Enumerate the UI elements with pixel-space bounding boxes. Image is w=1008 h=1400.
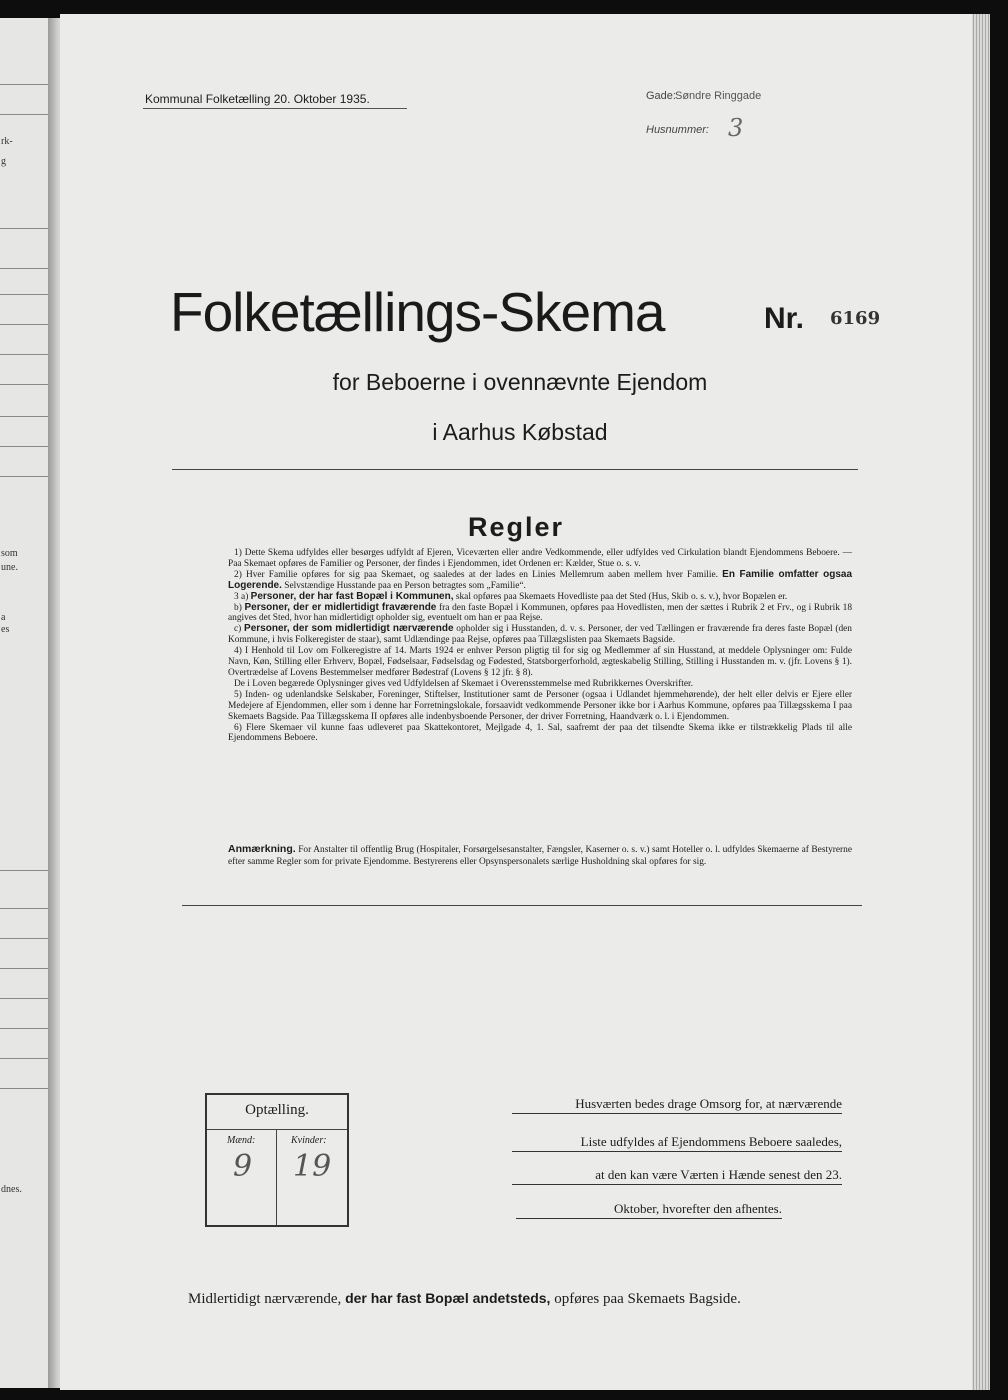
count-box-divider	[276, 1129, 277, 1225]
left-rule	[0, 354, 50, 355]
rule-3b-text: fra den faste Bopæl i Kommunen, opføres paa Hovedlisten, men der sættes i Rubrik 2 et Frv., og i Rubrik 18 angives det Sted, hvor han midlertidigt opholder sig, eventuelt om han er paa Rejse.	[228, 602, 853, 624]
rule-6: 6) Flere Skemaer vil kunne faas udleveret paa Skattekontoret, Mejlgade 4, 1. Sal, saafremt der paa det tilsendte Skema ikke er tilstrækkelig Plads til alle Ejendommens Beboere.	[228, 722, 852, 744]
form-nr-value: 6169	[830, 308, 881, 329]
rule-1: 1) Dette Skema udfyldes eller besørges udfyldt af Ejeren, Viceværten eller andre Vedkommende, eller udfyldes ved Cirkulation blandt Ejendommens Beboere. — Paa Skemaet opføres de Familier og Personer, der findes i Ejendommen, idet Ordenen er: Kælder, Stue o. s. v.	[228, 548, 852, 569]
women-count: 19	[293, 1149, 332, 1184]
left-rule	[0, 446, 50, 447]
rule-3a-text: skal opføres paa Skemaets Hovedliste paa det Sted (Hus, Skib o. s. v.), hvor Bopælen er.	[455, 591, 788, 602]
left-rule	[0, 1088, 50, 1089]
left-rule	[0, 324, 50, 325]
rule-2-text-2: Selvstændige Husstande paa en Person betragtes som „Familie“.	[284, 580, 526, 591]
men-count: 9	[233, 1149, 253, 1184]
left-rule	[0, 268, 50, 269]
street-value: Søndre Ringgade	[675, 90, 762, 102]
form-title: Folketællings-Skema	[170, 281, 665, 343]
remark	[228, 844, 852, 868]
men-label: Mænd:	[227, 1135, 256, 1146]
rule-3c-bold: Personer, der som midlertidigt nærværende	[244, 623, 454, 635]
left-rule	[0, 416, 50, 417]
count-box-title: Optælling.	[207, 1095, 347, 1130]
rule-3c-num: c)	[234, 624, 242, 635]
left-text-fragment: som	[1, 548, 18, 559]
left-rule	[0, 476, 50, 477]
street-label: Gade:	[646, 90, 676, 102]
house-number-value: 3	[728, 114, 744, 142]
notice-underline	[512, 1184, 842, 1185]
footer-bold: der har fast Bopæl andetsteds,	[345, 1290, 551, 1306]
rule-3c-text: opholder sig i Husstanden, d. v. s. Personer, der ved Tællingen er fraværende fra deres faste Bopæl (den Kommune, i hvis Folkeregister de staar), samt Udlændinge paa Rejse, opføres paa Tillægslisten paa Skemaets Bagside.	[228, 624, 852, 646]
rule-2	[228, 570, 852, 592]
notice-line-3: at den kan være Værten i Hænde senest den 23.	[595, 1167, 842, 1182]
notice-line-4: Oktober, hvorefter den afhentes.	[613, 1201, 782, 1216]
notice-underline	[512, 1113, 842, 1114]
left-rule	[0, 294, 50, 295]
count-box	[205, 1093, 349, 1227]
footer-pre: Midlertidigt nærværende,	[188, 1291, 342, 1307]
rule-2-bold: En Familie omfatter ogsaa Logerende.	[228, 568, 853, 591]
form-subtitle-1: for Beboerne i ovennævnte Ejendom	[332, 369, 708, 395]
left-rule	[0, 938, 50, 939]
notice-line-2: Liste udfyldes af Ejendommens Beboere saaledes,	[580, 1134, 842, 1149]
title-separator	[172, 469, 858, 470]
rule-3a-num: 3 a)	[234, 591, 249, 602]
left-text-fragment: une.	[1, 562, 18, 573]
rule-2-text: 2) Hver Familie opføres for sig paa Skemaet, og saaledes at der lades en Linies Mellemrum aaben mellem hver Familie.	[234, 569, 719, 580]
house-number-label: Husnummer:	[646, 124, 709, 136]
remark-label: Anmærkning.	[228, 843, 296, 855]
rules-heading: Regler	[467, 512, 565, 542]
left-rule	[0, 114, 50, 115]
footer-post: opføres paa Skemaets Bagside.	[554, 1291, 741, 1307]
left-rule	[0, 1058, 50, 1059]
left-text-fragment: dnes.	[1, 1184, 22, 1195]
notice-underline	[512, 1151, 842, 1152]
rule-3b-bold: Personer, der er midlertidigt fraværende	[244, 601, 437, 613]
women-label: Kvinder:	[291, 1135, 327, 1146]
rule-4: 4) I Henhold til Lov om Folkeregistre af 14. Marts 1924 er enhver Person pligtig til for sig og Medlemmer af sin Husstand, at meddele Oplysninger om: Fulde Navn, Køn, Stilling eller Erhverv, Bopæl, Fødselsaar, Fødselsdag og Fødested, Statsborgerforhold, ægteskabelig Stilling, Stilling i Husstanden m. v. (jfr. Lovens § 1). Overtrædelse af Lovens Bestemmelser medfører Bødestraf (Lovens § 12 jfr. § 8).	[228, 646, 852, 678]
left-rule	[0, 998, 50, 999]
left-page-margin	[0, 18, 50, 1388]
left-text-fragment: rk-	[1, 136, 13, 147]
left-text-fragment: g	[1, 156, 6, 167]
left-rule	[0, 1028, 50, 1029]
left-rule	[0, 228, 50, 229]
left-text-fragment: es	[1, 624, 10, 635]
notice-line-1: Husværten bedes drage Omsorg for, at nærværende	[575, 1096, 842, 1111]
census-title-underline	[143, 108, 407, 109]
rules-text	[228, 548, 852, 744]
left-rule	[0, 908, 50, 909]
remark-text: For Anstalter til offentlig Brug (Hospitaler, Forsørgelsesanstalter, Fængsler, Kaserner o. s. v.) samt Hoteller o. l. udfyldes Skemaerne af Bestyrerne efter samme Regler som for private Ejendomme. Bestyrerens eller Opsynspersonalets særlige Husholdning skal opføres for sig.	[228, 845, 853, 867]
rule-3b	[228, 603, 852, 625]
census-title: Kommunal Folketælling 20. Oktober 1935.	[145, 92, 370, 106]
notice-underline	[516, 1218, 782, 1219]
remark-separator	[182, 905, 862, 906]
rule-3b-num: b)	[234, 602, 242, 613]
form-subtitle-2: i Aarhus Købstad	[432, 419, 608, 445]
rule-3c	[228, 624, 852, 646]
rule-4b: De i Loven begærede Oplysninger gives ved Udfyldelsen af Skemaet i Overensstemmelse med Rubrikkernes Overskrifter.	[234, 678, 693, 689]
footer-note	[188, 1290, 868, 1308]
left-rule	[0, 870, 50, 871]
rule-5: 5) Inden- og udenlandske Selskaber, Foreninger, Stiftelser, Institutioner samt de Personer (ogsaa i Udlandet hjemmehørende), der helt eller delvis er Ejere eller Medejere af Ejendommen, eller som i denne har Forretningslokale, forsaavidt vedkommende Personer ikke bor i Aarhus Kommune, opføres paa Tillægsskema I paa Skemaets Bagside. Paa Tillægsskema II opføres alle indenbysboende Personer, der driver Forretning, Haandværk o. l. i Ejendommen.	[228, 689, 852, 722]
left-text-fragment: a	[1, 612, 6, 623]
left-rule	[0, 968, 50, 969]
form-nr-label: Nr.	[764, 302, 805, 335]
form-title-row	[170, 280, 890, 350]
left-rule	[0, 84, 50, 85]
rule-3a-bold: Personer, der har fast Bopæl i Kommunen,	[250, 590, 454, 602]
